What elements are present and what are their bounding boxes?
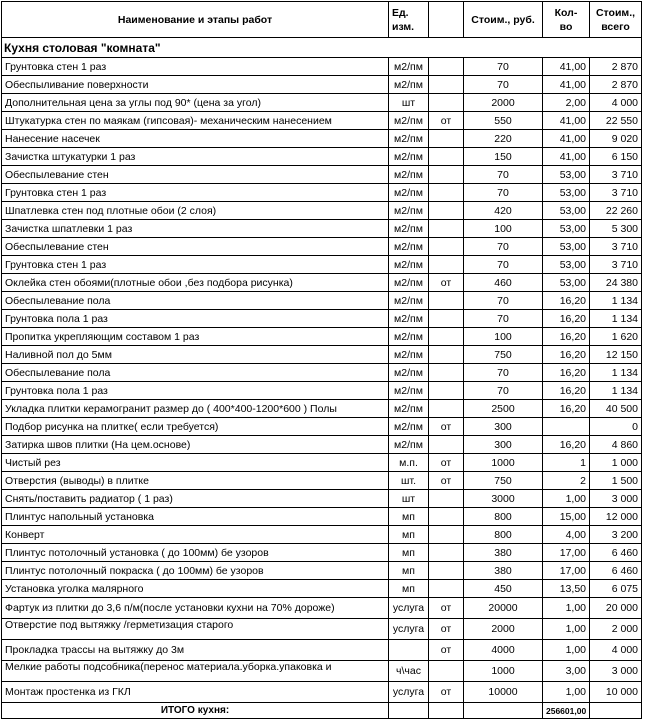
table-row [2, 184, 642, 202]
cell-name[interactable]: Грунтовка пола 1 раз [2, 382, 389, 400]
cell-from[interactable] [429, 382, 464, 400]
cell-total[interactable]: 9 020 [590, 130, 642, 148]
cell-total[interactable]: 1 500 [590, 472, 642, 490]
cell-name[interactable]: Отверстия (выводы) в плитке [2, 472, 389, 490]
cell-name[interactable]: Плинтус потолочный покраска ( до 100мм) бе узоров [2, 562, 389, 580]
cell-unit[interactable]: услуга [389, 682, 429, 703]
table-row [2, 562, 642, 580]
table-row [2, 418, 642, 436]
cell-price[interactable]: 2000 [464, 619, 543, 640]
cell-unit[interactable]: шт [389, 94, 429, 112]
cell-total[interactable]: 3 710 [590, 238, 642, 256]
cell-total[interactable]: 5 300 [590, 220, 642, 238]
cell-from[interactable] [429, 310, 464, 328]
cell-qty[interactable]: 16,20 [543, 292, 590, 310]
cell-total[interactable]: 2 000 [590, 619, 642, 640]
table-row [2, 166, 642, 184]
cell-qty[interactable]: 53,00 [543, 166, 590, 184]
cell-name[interactable]: Штукатурка стен по маякам (гипсовая)- механическим нанесением [2, 112, 389, 130]
cell-price[interactable]: 420 [464, 202, 543, 220]
table-row [2, 130, 642, 148]
cell-total[interactable]: 1 000 [590, 454, 642, 472]
cell-qty[interactable]: 16,20 [543, 328, 590, 346]
cell-price[interactable]: 300 [464, 436, 543, 454]
cell-qty[interactable]: 16,20 [543, 382, 590, 400]
table-row [2, 256, 642, 274]
header-price[interactable]: Стоим., руб. [464, 2, 543, 38]
cell-unit[interactable]: м2/пм [389, 202, 429, 220]
cell-name[interactable]: Плинтус напольный установка [2, 508, 389, 526]
cell-unit[interactable]: мп [389, 580, 429, 598]
cell-qty[interactable]: 4,00 [543, 526, 590, 544]
cell-qty[interactable]: 16,20 [543, 436, 590, 454]
cell-qty[interactable]: 1,00 [543, 619, 590, 640]
cell-name[interactable]: Обеспылевание стен [2, 166, 389, 184]
cell-total[interactable]: 22 260 [590, 202, 642, 220]
cell-unit[interactable]: м2/пм [389, 292, 429, 310]
cell-unit[interactable]: м2/пм [389, 382, 429, 400]
cell-qty[interactable] [543, 418, 590, 436]
cell-total[interactable]: 12 150 [590, 346, 642, 364]
cell-unit[interactable]: мп [389, 526, 429, 544]
cell-qty[interactable]: 53,00 [543, 220, 590, 238]
cell-from[interactable] [429, 166, 464, 184]
table-row [2, 598, 642, 619]
cell-qty[interactable]: 41,00 [543, 58, 590, 76]
table-row [2, 238, 642, 256]
table-row [2, 472, 642, 490]
cell-total[interactable]: 20 000 [590, 598, 642, 619]
cell-total[interactable]: 6 075 [590, 580, 642, 598]
header-total[interactable] [590, 2, 642, 38]
table-row [2, 328, 642, 346]
cell-from[interactable] [429, 661, 464, 682]
estimate-table [1, 1, 642, 719]
total-empty-from[interactable] [429, 703, 464, 719]
cell-unit[interactable]: услуга [389, 598, 429, 619]
cell-price[interactable]: 750 [464, 346, 543, 364]
cell-unit[interactable]: мп [389, 562, 429, 580]
total-value[interactable]: 256601,00 [543, 703, 590, 719]
cell-qty[interactable]: 53,00 [543, 238, 590, 256]
cell-total[interactable]: 40 500 [590, 400, 642, 418]
cell-price[interactable]: 750 [464, 472, 543, 490]
cell-from[interactable] [429, 490, 464, 508]
cell-from[interactable] [429, 526, 464, 544]
cell-price[interactable]: 70 [464, 166, 543, 184]
cell-price[interactable]: 70 [464, 382, 543, 400]
cell-unit[interactable]: мп [389, 508, 429, 526]
table-row [2, 490, 642, 508]
cell-total[interactable]: 0 [590, 418, 642, 436]
cell-from[interactable] [429, 94, 464, 112]
cell-qty[interactable]: 1 [543, 454, 590, 472]
cell-unit[interactable]: м2/пм [389, 310, 429, 328]
cell-price[interactable]: 380 [464, 544, 543, 562]
cell-from[interactable] [429, 436, 464, 454]
cell-from[interactable]: от [429, 598, 464, 619]
header-total-line1: Стоим., [595, 6, 636, 19]
cell-price[interactable]: 450 [464, 580, 543, 598]
cell-from[interactable] [429, 544, 464, 562]
cell-name[interactable]: Снять/поставить радиатор ( 1 раз) [2, 490, 389, 508]
header-qty[interactable] [543, 2, 590, 38]
header-row [2, 2, 642, 38]
cell-from[interactable]: от [429, 619, 464, 640]
header-qty-line1: Кол- [554, 6, 578, 19]
cell-from[interactable]: от [429, 454, 464, 472]
table-row [2, 580, 642, 598]
cell-unit[interactable]: м2/пм [389, 346, 429, 364]
cell-name[interactable]: Отверстие под вытяжку /герметизация старого [2, 619, 389, 640]
table-row [2, 274, 642, 292]
header-from[interactable] [429, 2, 464, 38]
cell-qty[interactable]: 3,00 [543, 661, 590, 682]
cell-total[interactable]: 22 550 [590, 112, 642, 130]
cell-name[interactable]: Зачистка штукатурки 1 раз [2, 148, 389, 166]
cell-name[interactable]: Прокладка трассы на вытяжку до 3м [2, 640, 389, 661]
cell-unit[interactable]: м2/пм [389, 238, 429, 256]
cell-unit[interactable]: м2/пм [389, 220, 429, 238]
cell-price[interactable]: 70 [464, 58, 543, 76]
total-empty-sum[interactable] [590, 703, 642, 719]
table-row [2, 454, 642, 472]
table-row [2, 682, 642, 703]
header-name[interactable]: Наименование и этапы работ [2, 2, 389, 38]
section-title[interactable]: Кухня столовая "комната" [2, 38, 642, 58]
cell-name[interactable]: Грунтовка стен 1 раз [2, 256, 389, 274]
cell-price[interactable]: 460 [464, 274, 543, 292]
cell-from[interactable] [429, 220, 464, 238]
cell-name[interactable]: Наливной пол до 5мм [2, 346, 389, 364]
cell-qty[interactable]: 41,00 [543, 130, 590, 148]
cell-total[interactable]: 6 460 [590, 562, 642, 580]
cell-qty[interactable]: 13,50 [543, 580, 590, 598]
cell-price[interactable]: 70 [464, 238, 543, 256]
table-row [2, 640, 642, 661]
table-row [2, 148, 642, 166]
cell-name[interactable]: Затирка швов плитки (На цем.основе) [2, 436, 389, 454]
cell-qty[interactable]: 15,00 [543, 508, 590, 526]
cell-name[interactable]: Укладка плитки керамогранит размер до ( 400*400-1200*600 ) Полы [2, 400, 389, 418]
table-row [2, 292, 642, 310]
cell-unit[interactable]: м2/пм [389, 256, 429, 274]
cell-price[interactable]: 550 [464, 112, 543, 130]
cell-price[interactable]: 300 [464, 418, 543, 436]
cell-qty[interactable]: 16,20 [543, 346, 590, 364]
cell-from[interactable] [429, 400, 464, 418]
cell-price[interactable]: 2500 [464, 400, 543, 418]
cell-from[interactable] [429, 184, 464, 202]
cell-from[interactable] [429, 346, 464, 364]
cell-name[interactable]: Нанесение насечек [2, 130, 389, 148]
cell-name[interactable]: Зачистка шпатлевки 1 раз [2, 220, 389, 238]
cell-price[interactable]: 3000 [464, 490, 543, 508]
table-row [2, 661, 642, 682]
cell-name[interactable]: Пропитка укрепляющим составом 1 раз [2, 328, 389, 346]
cell-unit[interactable]: м2/пм [389, 436, 429, 454]
table-row [2, 544, 642, 562]
cell-from[interactable] [429, 148, 464, 166]
table-row [2, 58, 642, 76]
table-row [2, 382, 642, 400]
cell-qty[interactable]: 1,00 [543, 490, 590, 508]
cell-price[interactable]: 70 [464, 292, 543, 310]
cell-name[interactable]: Обеспылевание стен [2, 238, 389, 256]
cell-total[interactable]: 2 870 [590, 76, 642, 94]
cell-total[interactable]: 24 380 [590, 274, 642, 292]
cell-qty[interactable]: 53,00 [543, 274, 590, 292]
cell-price[interactable]: 70 [464, 256, 543, 274]
cell-from[interactable]: от [429, 418, 464, 436]
cell-price[interactable]: 1000 [464, 454, 543, 472]
cell-total[interactable]: 1 620 [590, 328, 642, 346]
cell-price[interactable]: 100 [464, 328, 543, 346]
cell-qty[interactable]: 41,00 [543, 112, 590, 130]
cell-name[interactable]: Фартук из плитки до 3,6 п/м(после установки кухни на 70% дороже) [2, 598, 389, 619]
cell-from[interactable] [429, 256, 464, 274]
cell-unit[interactable]: шт [389, 490, 429, 508]
cell-unit[interactable]: м2/пм [389, 418, 429, 436]
cell-name[interactable]: Дополнительная цена за углы под 90* (цена за угол) [2, 94, 389, 112]
cell-unit[interactable]: м2/пм [389, 274, 429, 292]
cell-unit[interactable]: м2/пм [389, 148, 429, 166]
header-qty-line2: во [559, 20, 573, 33]
cell-unit[interactable]: м2/пм [389, 58, 429, 76]
cell-price[interactable]: 4000 [464, 640, 543, 661]
cell-total[interactable]: 3 200 [590, 526, 642, 544]
cell-qty[interactable]: 17,00 [543, 562, 590, 580]
cell-from[interactable]: от [429, 682, 464, 703]
cell-qty[interactable]: 2,00 [543, 94, 590, 112]
table-row [2, 346, 642, 364]
cell-price[interactable]: 220 [464, 130, 543, 148]
cell-total[interactable]: 3 710 [590, 166, 642, 184]
cell-unit[interactable]: м2/пм [389, 166, 429, 184]
cell-price[interactable]: 10000 [464, 682, 543, 703]
cell-from[interactable] [429, 508, 464, 526]
cell-qty[interactable]: 1,00 [543, 640, 590, 661]
table-row [2, 112, 642, 130]
cell-name[interactable]: Грунтовка стен 1 раз [2, 184, 389, 202]
cell-unit[interactable]: ч\час [389, 661, 429, 682]
table-row [2, 436, 642, 454]
total-empty-price[interactable] [464, 703, 543, 719]
cell-from[interactable] [429, 364, 464, 382]
cell-price[interactable]: 70 [464, 76, 543, 94]
cell-qty[interactable]: 53,00 [543, 202, 590, 220]
cell-total[interactable]: 3 710 [590, 184, 642, 202]
table-row [2, 76, 642, 94]
cell-total[interactable]: 3 000 [590, 490, 642, 508]
cell-price[interactable]: 800 [464, 508, 543, 526]
cell-qty[interactable]: 17,00 [543, 544, 590, 562]
cell-unit[interactable]: м.п. [389, 454, 429, 472]
cell-unit[interactable]: м2/пм [389, 328, 429, 346]
cell-from[interactable] [429, 58, 464, 76]
header-total-line2: всего [601, 20, 630, 33]
cell-price[interactable]: 70 [464, 310, 543, 328]
cell-qty[interactable]: 1,00 [543, 682, 590, 703]
cell-unit[interactable]: м2/пм [389, 184, 429, 202]
cell-qty[interactable]: 16,20 [543, 364, 590, 382]
section-row [2, 38, 642, 58]
cell-unit[interactable]: шт. [389, 472, 429, 490]
cell-qty[interactable]: 16,20 [543, 310, 590, 328]
cell-from[interactable]: от [429, 640, 464, 661]
cell-from[interactable] [429, 328, 464, 346]
cell-price[interactable]: 800 [464, 526, 543, 544]
table-row [2, 94, 642, 112]
cell-total[interactable]: 1 134 [590, 310, 642, 328]
cell-unit[interactable]: м2/пм [389, 364, 429, 382]
cell-qty[interactable]: 2 [543, 472, 590, 490]
table-row [2, 220, 642, 238]
total-row [2, 703, 642, 719]
cell-name[interactable]: Оклейка стен обоями(плотные обои ,без подбора рисунка) [2, 274, 389, 292]
cell-name[interactable]: Грунтовка стен 1 раз [2, 58, 389, 76]
cell-price[interactable]: 380 [464, 562, 543, 580]
cell-unit[interactable]: м2/пм [389, 400, 429, 418]
cell-name[interactable]: Шпатлевка стен под плотные обои (2 слоя) [2, 202, 389, 220]
cell-total[interactable]: 12 000 [590, 508, 642, 526]
cell-name[interactable]: Грунтовка пола 1 раз [2, 310, 389, 328]
cell-from[interactable] [429, 292, 464, 310]
table-row [2, 400, 642, 418]
cell-from[interactable] [429, 562, 464, 580]
table-row [2, 526, 642, 544]
cell-total[interactable]: 3 710 [590, 256, 642, 274]
cell-unit[interactable]: м2/пм [389, 76, 429, 94]
cell-from[interactable]: от [429, 472, 464, 490]
cell-total[interactable]: 1 134 [590, 382, 642, 400]
header-unit-line2: изм. [392, 20, 415, 33]
cell-name[interactable]: Чистый рез [2, 454, 389, 472]
cell-from[interactable] [429, 238, 464, 256]
cell-total[interactable]: 6 150 [590, 148, 642, 166]
table-row [2, 619, 642, 640]
cell-qty[interactable]: 16,20 [543, 400, 590, 418]
table-row [2, 364, 642, 382]
cell-qty[interactable]: 41,00 [543, 76, 590, 94]
cell-price[interactable]: 100 [464, 220, 543, 238]
cell-name[interactable]: Подбор рисунка на плитке( если требуется) [2, 418, 389, 436]
cell-from[interactable] [429, 76, 464, 94]
cell-qty[interactable]: 53,00 [543, 184, 590, 202]
cell-name[interactable]: Мелкие работы подсобника(перенос материала.уборка.упаковка и [2, 661, 389, 682]
cell-total[interactable]: 6 460 [590, 544, 642, 562]
cell-unit[interactable]: м2/пм [389, 130, 429, 148]
cell-from[interactable]: от [429, 274, 464, 292]
table-row [2, 508, 642, 526]
cell-unit[interactable]: м2/пм [389, 112, 429, 130]
cell-qty[interactable]: 41,00 [543, 148, 590, 166]
cell-total[interactable]: 3 000 [590, 661, 642, 682]
cell-name[interactable]: Плинтус потолочный установка ( до 100мм) бе узоров [2, 544, 389, 562]
cell-total[interactable]: 1 134 [590, 364, 642, 382]
cell-total[interactable]: 1 134 [590, 292, 642, 310]
cell-name[interactable]: Обеспылевание пола [2, 292, 389, 310]
cell-from[interactable] [429, 580, 464, 598]
cell-price[interactable]: 70 [464, 364, 543, 382]
cell-from[interactable] [429, 130, 464, 148]
cell-qty[interactable]: 1,00 [543, 598, 590, 619]
header-unit[interactable] [389, 2, 429, 38]
cell-name[interactable]: Монтаж простенка из ГКЛ [2, 682, 389, 703]
cell-total[interactable]: 4 000 [590, 94, 642, 112]
cell-qty[interactable]: 53,00 [543, 256, 590, 274]
cell-price[interactable]: 150 [464, 148, 543, 166]
cell-total[interactable]: 2 870 [590, 58, 642, 76]
cell-unit[interactable]: мп [389, 544, 429, 562]
cell-name[interactable]: Установка уголка малярного [2, 580, 389, 598]
total-empty-unit[interactable] [389, 703, 429, 719]
cell-price[interactable]: 20000 [464, 598, 543, 619]
header-unit-line1: Ед. [392, 6, 409, 19]
cell-unit[interactable] [389, 640, 429, 661]
cell-name[interactable]: Обеспылевание пола [2, 364, 389, 382]
cell-price[interactable]: 2000 [464, 94, 543, 112]
cell-name[interactable]: Обеспыливание поверхности [2, 76, 389, 94]
cell-total[interactable]: 4 860 [590, 436, 642, 454]
cell-total[interactable]: 4 000 [590, 640, 642, 661]
table-row [2, 310, 642, 328]
cell-name[interactable]: Конверт [2, 526, 389, 544]
cell-from[interactable] [429, 202, 464, 220]
cell-total[interactable]: 10 000 [590, 682, 642, 703]
cell-unit[interactable]: услуга [389, 619, 429, 640]
cell-price[interactable]: 1000 [464, 661, 543, 682]
total-label[interactable]: ИТОГО кухня: [2, 703, 389, 719]
cell-from[interactable]: от [429, 112, 464, 130]
cell-price[interactable]: 70 [464, 184, 543, 202]
table-row [2, 202, 642, 220]
